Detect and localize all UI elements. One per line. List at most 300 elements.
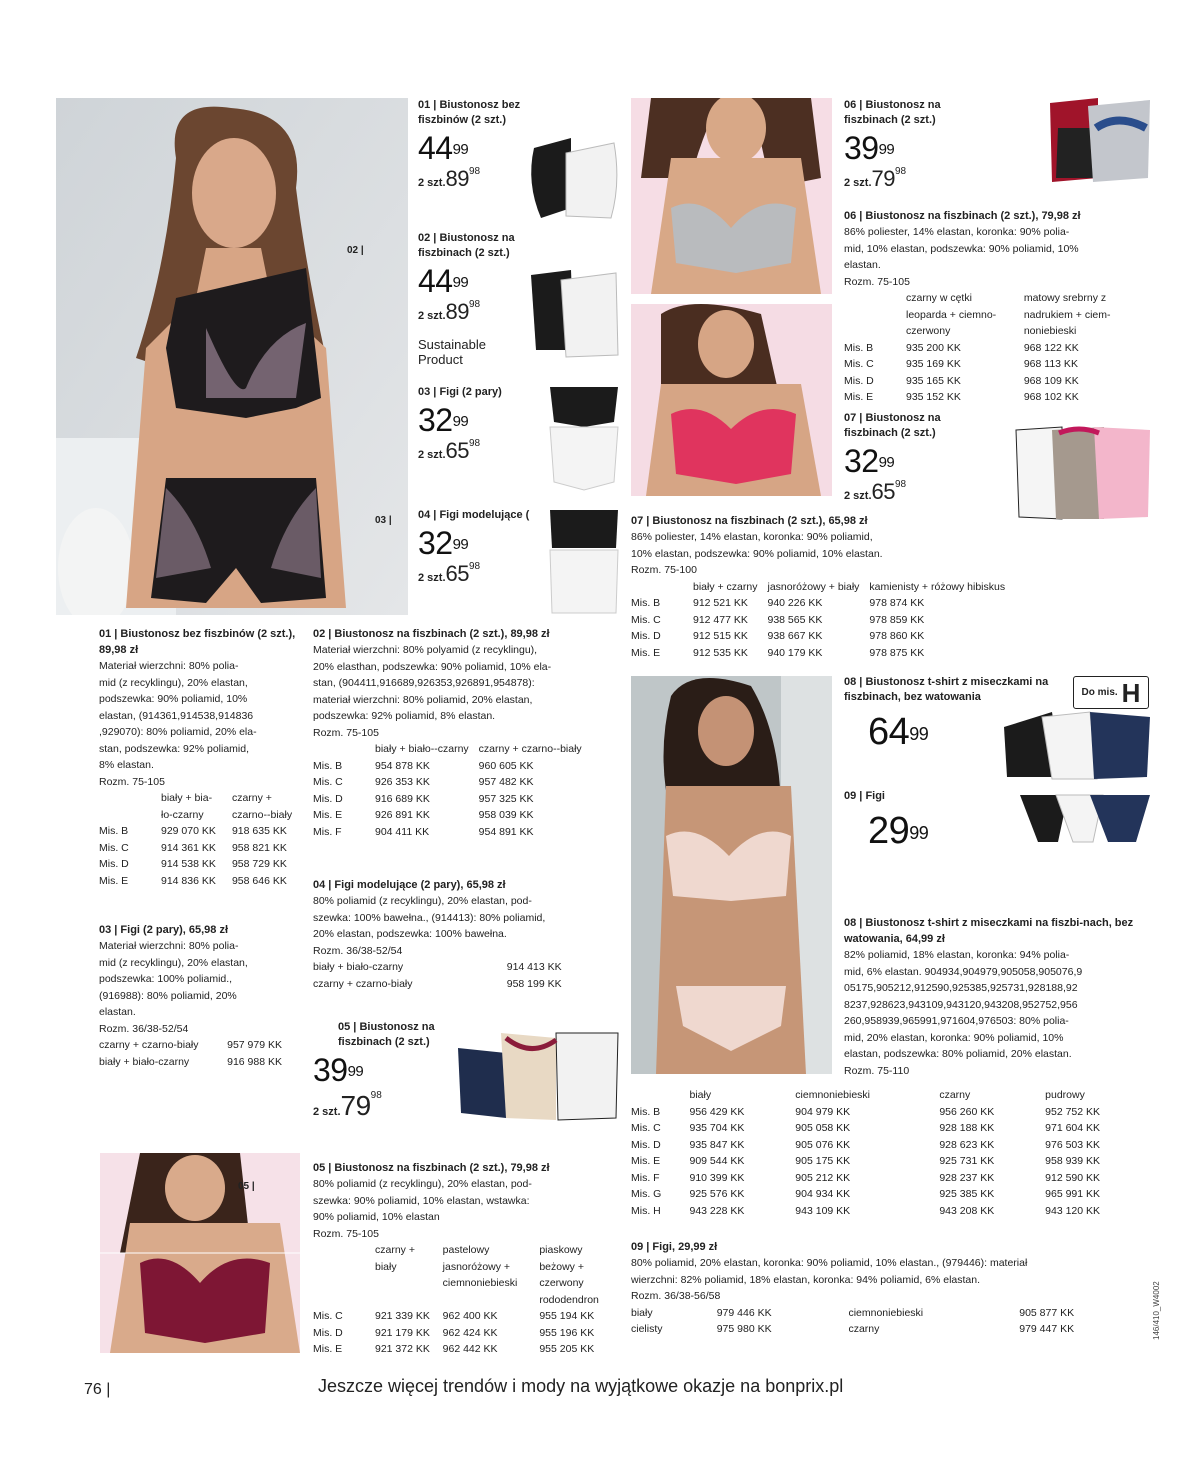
detail-line: Rozm. 36/38-52/54	[313, 944, 403, 957]
offer-price: $39^{99}$	[844, 130, 895, 166]
size-table-cell: 978 859 KK	[869, 613, 925, 626]
offer-name: Biustonosz na fiszbinach (2 szt.)	[844, 99, 941, 126]
offer-number: 08 |	[844, 676, 863, 688]
offer-multi-price: 2 $szt.65^{98}$	[418, 438, 481, 463]
detail-title: 03 | Figi (2 pary), 65,98 zł	[99, 924, 229, 936]
size-table-cell: 905 058 KK	[795, 1122, 851, 1134]
size-table	[313, 1242, 623, 1358]
detail-line: elastan.	[99, 1006, 136, 1018]
size-table-row	[99, 856, 304, 873]
detail-line: mid, 20% elastan, koronka: 90% poliamid, 10%	[844, 1031, 1064, 1044]
offer-name: Biustonosz na fiszbinach (2 szt.)	[338, 1021, 435, 1048]
size-table-cell: Mis. B	[631, 597, 661, 609]
offer-name: Biustonosz na fiszbinach (2 szt.)	[844, 412, 941, 439]
page-number: 76 |	[84, 1381, 111, 1398]
size-table-row	[631, 1120, 1151, 1137]
detail-line: szewka: 90% poliamid, 10% elastan, wstawka:	[313, 1194, 530, 1207]
size-table-row	[631, 1305, 1151, 1322]
size-table-cell: 910 399 KK	[689, 1171, 745, 1184]
size-table-cell: 943 109 KK	[795, 1204, 851, 1217]
size-table	[313, 741, 592, 840]
size-table-cell: 958 821 KK	[231, 841, 287, 854]
size-table-cell: 943 228 KK	[689, 1204, 745, 1217]
offer-price: $32^{99}$	[844, 443, 895, 479]
size-table-cell: Mis. D	[844, 374, 874, 387]
detail-line: mid (z recyklingu), 20% elastan,	[99, 956, 248, 969]
offer-price: $32^{99}$	[418, 402, 469, 438]
detail-line: Rozm. 75-105	[99, 775, 165, 788]
size-table-cell: Mis. E	[844, 391, 874, 403]
offer-number: 04 |	[418, 509, 437, 521]
size-table-cell: 928 237 KK	[939, 1171, 995, 1184]
size-table-cell: cielisty	[631, 1323, 663, 1335]
size-table-header-cell	[313, 1242, 375, 1308]
size-table-cell: Mis. E	[631, 646, 661, 659]
size-table-cell: 978 874 KK	[869, 597, 925, 609]
offer-06	[844, 98, 994, 192]
product-thumb-07	[1014, 425, 1152, 521]
offer-price: $44^{99}$	[418, 263, 469, 299]
offer-09	[844, 789, 994, 850]
detail-line: 80% poliamid (z recyklingu), 20% elastan, pod-	[313, 1178, 532, 1190]
size-table-row	[99, 823, 304, 840]
size-table-cell: 926 353 KK	[375, 776, 430, 788]
size-table-cell: 958 199 KK	[506, 977, 562, 990]
size-table-cell: 921 179 KK	[375, 1326, 430, 1339]
size-table-cell: 978 875 KK	[869, 646, 925, 659]
size-table-cell: Mis. B	[631, 1105, 661, 1118]
offer-multi-price: 2 $szt.79^{98}$	[313, 1090, 382, 1121]
size-table-header-cell	[313, 741, 375, 758]
size-table-cell: 935 847 KK	[689, 1138, 745, 1151]
details-01	[99, 626, 304, 889]
detail-title: 02 | Biustonosz na fiszbinach (2 szt.), 89,98 zł	[313, 628, 550, 640]
detail-line: 20% elastan, podszewka: 100% bawełna.	[313, 928, 507, 940]
size-table-cell: 929 070 KK	[161, 825, 216, 837]
detail-line: stan, (904411,916689,926353,926891,954878):	[313, 677, 535, 689]
size-table-cell: 940 179 KK	[767, 646, 823, 659]
offer-02	[418, 231, 528, 367]
size-table	[99, 1037, 304, 1070]
size-table-cell: 958 939 KK	[1045, 1155, 1101, 1167]
detail-line: Rozm. 75-100	[631, 564, 697, 576]
size-table-row	[313, 976, 623, 993]
size-table-cell: 956 429 KK	[689, 1105, 745, 1118]
size-table-cell: 943 208 KK	[939, 1204, 995, 1217]
size-table-cell: Mis. E	[313, 1343, 343, 1355]
size-table-cell: 962 442 KK	[442, 1343, 498, 1355]
size-table-header-cell: kamienisty + różowy hibiskus	[869, 580, 1006, 593]
detail-line: szewka: 100% bawełna., (914413): 80% poliamid,	[313, 911, 546, 924]
size-table-cell: 905 076 KK	[795, 1138, 851, 1151]
size-table-cell: Mis. B	[313, 759, 343, 772]
size-table-cell: 905 877 KK	[1019, 1306, 1075, 1319]
size-table-cell: 935 704 KK	[689, 1122, 745, 1134]
footer-promo-text: Jeszcze więcej trendów i mody na wyjątkowe okazje na bonprix.pl	[318, 1376, 844, 1396]
details-07	[631, 513, 1151, 661]
size-table	[313, 959, 623, 992]
detail-line: 86% poliester, 14% elastan, koronka: 90% polia-	[844, 226, 1070, 238]
size-table-header-cell	[99, 790, 161, 823]
offer-05	[313, 1020, 453, 1122]
offer-number: 03 |	[418, 386, 437, 398]
size-table-cell: 914 538 KK	[161, 858, 216, 870]
offer-price: $32^{99}$	[418, 525, 469, 561]
offer-number: 07 |	[844, 412, 863, 424]
detail-line: Materiał wierzchni: 80% polia-	[99, 660, 239, 672]
size-table-header-cell: czarny + biały	[375, 1244, 415, 1273]
size-table-row	[631, 1153, 1151, 1170]
size-table-cell: 912 590 KK	[1045, 1171, 1101, 1184]
product-thumb-05	[456, 1028, 621, 1123]
offer-name: Figi (2 pary)	[439, 386, 502, 398]
size-table-cell: 958 646 KK	[231, 874, 287, 887]
detail-line: 8237,928623,943109,943120,943208,952752,956	[844, 998, 1078, 1011]
offer-number: 06 |	[844, 99, 863, 111]
size-table-header	[631, 579, 1015, 596]
size-table-cell: 921 372 KK	[375, 1343, 430, 1355]
size-table-cell: 928 188 KK	[939, 1122, 995, 1134]
badge-letter: H	[1121, 677, 1141, 708]
size-table-row	[313, 1308, 623, 1325]
details-08-table	[631, 1087, 1151, 1219]
detail-line: Rozm. 36/38-56/58	[631, 1290, 721, 1302]
model-photo-01-03	[56, 98, 408, 615]
detail-line: 10% elastan, podszewka: 90% poliamid, 10% elastan.	[631, 547, 883, 560]
size-table-cell: 914 361 KK	[161, 841, 216, 854]
size-table-header-cell: jasnoróżowy + biały	[767, 580, 860, 593]
sustainable-label: Sustainable Product	[418, 337, 486, 367]
size-table-header-cell: czarny w cętki leoparda + ciemno-czerwony	[906, 292, 997, 337]
size-table-header	[313, 741, 592, 758]
size-table	[844, 290, 1149, 406]
size-table-cell: Mis. F	[313, 825, 342, 838]
size-table-row	[844, 389, 1149, 406]
size-table-cell: Mis. E	[313, 809, 343, 821]
detail-line: 8% elastan.	[99, 759, 154, 771]
product-thumb-02	[526, 265, 621, 360]
size-table-header-cell: piaskowy beżowy + czerwony rododendron	[539, 1244, 599, 1306]
size-table-row	[631, 612, 1015, 629]
model-photo-07	[631, 304, 832, 496]
size-table-header-cell: czarny	[939, 1089, 971, 1101]
size-table-cell: Mis. E	[631, 1155, 661, 1167]
size-table-cell: 958 729 KK	[231, 858, 287, 870]
detail-line: Rozm. 75-105	[313, 1227, 379, 1240]
size-table-cell: czarny + czarno-biały	[313, 977, 413, 990]
detail-line: materiał wierzchni: 80% poliamid, 20% elastan,	[313, 693, 533, 706]
size-table-cell: 916 988 KK	[227, 1055, 283, 1068]
offer-08	[844, 675, 1054, 751]
size-table-cell: 904 979 KK	[795, 1105, 851, 1118]
size-table-header-cell: biały + czarny	[693, 580, 758, 593]
detail-title: 08 | Biustonosz t-shirt z miseczkami na fiszbi-nach, bez watowania, 64,99 zł	[844, 917, 1134, 945]
size-table-header-cell: czarny + czarno--biały	[478, 743, 582, 755]
size-table-cell: Mis. C	[313, 776, 343, 788]
detail-title: 06 | Biustonosz na fiszbinach (2 szt.), 79,98 zł	[844, 210, 1081, 222]
offer-number: 01 |	[418, 99, 437, 111]
size-table-row	[631, 1321, 1151, 1338]
size-table-header-cell: pudrowy	[1045, 1089, 1085, 1101]
size-table	[99, 790, 304, 889]
size-table-cell: Mis. C	[844, 358, 874, 370]
size-table-cell: Mis. G	[631, 1188, 662, 1200]
size-table-cell: Mis. D	[631, 1138, 661, 1151]
size-table-row	[631, 1203, 1151, 1220]
detail-line: 260,958939,965991,971604,976503: 80% polia-	[844, 1015, 1069, 1027]
detail-title: 07 | Biustonosz na fiszbinach (2 szt.), 65,98 zł	[631, 515, 868, 527]
size-table-cell: Mis. B	[844, 341, 874, 354]
offer-name: Figi	[865, 790, 885, 802]
size-table-header-cell: matowy srebrny z nadrukiem + ciem-noniebieski	[1023, 292, 1111, 337]
size-table-cell: 938 565 KK	[767, 613, 823, 626]
size-table-header	[844, 290, 1149, 340]
size-table-row	[844, 340, 1149, 357]
size-table-header	[313, 1242, 623, 1308]
offer-price: $39^{99}$	[313, 1052, 364, 1088]
size-table-cell: 912 521 KK	[693, 597, 748, 609]
size-table-row	[99, 1054, 304, 1071]
size-table-cell: 912 515 KK	[693, 630, 748, 642]
size-table-cell: 968 113 KK	[1023, 358, 1078, 370]
size-table-row	[844, 373, 1149, 390]
size-table-cell: czarny + czarno-biały	[99, 1039, 199, 1051]
size-table-cell: 957 482 KK	[478, 776, 534, 788]
product-thumb-09	[1018, 790, 1152, 845]
size-table-cell: 905 212 KK	[795, 1171, 851, 1184]
size-table-cell: Mis. C	[631, 613, 661, 626]
offer-multi-price: 2 $szt.65^{98}$	[844, 479, 907, 504]
size-table-cell: 904 934 KK	[795, 1188, 851, 1200]
size-table-cell: Mis. E	[99, 874, 129, 887]
size-table-cell: 938 667 KK	[767, 630, 823, 642]
offer-multi-price: 2 $szt.89^{98}$	[418, 299, 481, 324]
size-table-cell: 968 109 KK	[1023, 374, 1079, 387]
size-table-cell: 935 152 KK	[906, 391, 961, 403]
size-table-cell: 962 424 KK	[442, 1326, 498, 1339]
details-08	[844, 915, 1149, 1079]
detail-line: Rozm. 36/38-52/54	[99, 1022, 189, 1035]
detail-title: 05 | Biustonosz na fiszbinach (2 szt.), 79,98 zł	[313, 1162, 550, 1174]
size-table-cell: 979 447 KK	[1019, 1323, 1075, 1335]
size-table-cell: 912 477 KK	[693, 613, 748, 626]
size-table-cell: 914 413 KK	[506, 961, 562, 973]
photo-label-02: 02 |	[347, 245, 364, 256]
size-table-cell: biały + biało-czarny	[99, 1055, 190, 1068]
size-table-cell: 914 836 KK	[161, 874, 216, 887]
size-table-cell: Mis. H	[631, 1204, 661, 1217]
size-table-cell: Mis. D	[313, 792, 343, 805]
size-table-cell: 978 860 KK	[869, 630, 925, 642]
size-table-row	[99, 1037, 304, 1054]
size-table	[631, 579, 1015, 662]
detail-line: mid, 10% elastan, podszewka: 90% poliamid, 10%	[844, 242, 1079, 255]
side-code: 146/410_W4002	[1152, 1281, 1161, 1340]
offer-price: $64^{99}$	[868, 711, 929, 753]
size-table-cell: 958 039 KK	[478, 809, 534, 821]
offer-name: Biustonosz na fiszbinach (2 szt.)	[418, 232, 515, 259]
size-table-header-cell	[631, 579, 693, 596]
size-table-row	[313, 824, 592, 841]
size-table-cell: 926 891 KK	[375, 809, 430, 821]
details-09	[631, 1239, 1151, 1338]
size-table-row	[313, 959, 623, 976]
product-thumb-03	[548, 382, 620, 492]
size-table-cell: Mis. D	[99, 858, 129, 870]
size-table-cell: czarny	[848, 1323, 880, 1335]
size-table-cell: 935 169 KK	[906, 358, 961, 370]
detail-line: Materiał wierzchni: 80% polia-	[99, 940, 239, 952]
size-table-cell: 956 260 KK	[939, 1105, 995, 1118]
size-table-row	[631, 1137, 1151, 1154]
detail-line: mid (z recyklingu), 20% elastan,	[99, 676, 248, 689]
size-table-cell: 968 102 KK	[1023, 391, 1079, 403]
offer-multi-price: 2 $szt.65^{98}$	[418, 561, 481, 586]
cup-size-badge	[1073, 676, 1149, 709]
detail-line: Rozm. 75-105	[313, 726, 379, 739]
detail-title: 04 | Figi modelujące (2 pary), 65,98 zł	[313, 879, 506, 891]
size-table-cell: 935 165 KK	[906, 374, 961, 387]
size-table-header-cell	[844, 290, 906, 340]
detail-line: elastan, (914361,914538,914836	[99, 709, 254, 722]
offer-name: Biustonosz t-shirt z miseczkami na fiszbinach, bez watowania	[844, 676, 1049, 703]
size-table-cell: 916 689 KK	[375, 792, 430, 805]
detail-line: stan, podszewka: 92% poliamid,	[99, 742, 249, 755]
size-table-cell: 925 385 KK	[939, 1188, 995, 1200]
size-table-cell: 965 991 KK	[1045, 1188, 1101, 1200]
photo-label-05: 05 |	[238, 1181, 255, 1192]
size-table-row	[631, 628, 1015, 645]
size-table-row	[631, 1186, 1151, 1203]
size-table-cell: Mis. C	[313, 1310, 343, 1322]
offer-price: $44^{99}$	[418, 130, 469, 166]
size-table-row	[631, 595, 1015, 612]
size-table-row	[631, 1170, 1151, 1187]
details-03	[99, 922, 304, 1070]
size-table-cell: Mis. F	[631, 1171, 660, 1184]
size-table-cell: 925 731 KK	[939, 1155, 995, 1167]
size-table	[631, 1305, 1151, 1338]
offer-04	[418, 508, 553, 587]
size-table-row	[313, 1341, 623, 1358]
size-table-cell: 962 400 KK	[442, 1310, 498, 1322]
detail-line: podszewka: 100% poliamid.,	[99, 973, 233, 985]
size-table-cell: 971 604 KK	[1045, 1122, 1101, 1134]
size-table-cell: 935 200 KK	[906, 341, 961, 354]
offer-03	[418, 385, 548, 464]
size-table	[631, 1087, 1151, 1219]
detail-line: 80% poliamid, 20% elastan, koronka: 90% poliamid, 10% elastan., (979446): materiał	[631, 1257, 1028, 1269]
detail-line: mid, 6% elastan. 904934,904979,905058,905076,9	[844, 965, 1083, 978]
detail-line: (916988): 80% poliamid, 20%	[99, 989, 237, 1002]
size-table-header	[631, 1087, 1151, 1104]
size-table-cell: Mis. C	[99, 841, 129, 854]
detail-line: podszewka: 92% poliamid, 8% elastan.	[313, 710, 496, 722]
size-table-cell: 954 891 KK	[478, 825, 534, 838]
size-table-header-cell: czarny + czarno--biały	[231, 792, 293, 821]
size-table-row	[313, 791, 592, 808]
detail-line: podszewka: 90% poliamid, 10%	[99, 693, 248, 705]
size-table-cell: 957 979 KK	[227, 1039, 283, 1051]
detail-line: 82% poliamid, 18% elastan, koronka: 94% polia-	[844, 949, 1070, 961]
details-06	[844, 208, 1149, 406]
size-table-row	[313, 758, 592, 775]
offer-07	[844, 411, 994, 505]
size-table-cell: biały + biało-czarny	[313, 961, 404, 973]
size-table-cell: 940 226 KK	[767, 597, 823, 609]
detail-line: 05175,905212,912590,925385,925731,928188,92	[844, 982, 1078, 994]
size-table-row	[631, 1104, 1151, 1121]
detail-line: 20% elasthan, podszewka: 90% poliamid, 10% ela-	[313, 660, 552, 673]
detail-line: 86% poliester, 14% elastan, koronka: 90% poliamid,	[631, 531, 873, 543]
size-table-cell: Mis. B	[99, 825, 129, 837]
offer-number: 02 |	[418, 232, 437, 244]
size-table-row	[99, 873, 304, 890]
details-02	[313, 626, 623, 840]
size-table-cell: 955 205 KK	[539, 1343, 595, 1355]
size-table-cell: Mis. C	[631, 1122, 661, 1134]
detail-line: wierzchni: 82% poliamid, 18% elastan, koronka: 94% poliamid, 6% elastan.	[631, 1273, 981, 1286]
details-05	[313, 1160, 623, 1358]
size-table-cell: 905 175 KK	[795, 1155, 851, 1167]
details-04	[313, 877, 623, 992]
detail-line: ,929070): 80% poliamid, 20% ela-	[99, 726, 257, 738]
size-table-cell: 955 194 KK	[539, 1310, 595, 1322]
size-table-row	[313, 774, 592, 791]
size-table-cell: 952 752 KK	[1045, 1105, 1101, 1118]
size-table-cell: ciemnoniebieski	[848, 1306, 924, 1319]
size-table-row	[631, 645, 1015, 662]
size-table-cell: 957 325 KK	[478, 792, 534, 805]
offer-name: Figi modelujące (	[439, 509, 530, 521]
size-table-cell: 925 576 KK	[689, 1188, 745, 1200]
detail-line: elastan, podszewka: 80% poliamid, 20% elastan.	[844, 1048, 1072, 1060]
size-table-cell: biały	[631, 1306, 653, 1319]
size-table-header-cell: biały + biało--czarny	[375, 743, 469, 755]
size-table-cell: 979 446 KK	[716, 1306, 772, 1319]
size-table-cell: Mis. D	[631, 630, 661, 642]
size-table-header	[99, 790, 304, 823]
size-table-cell: 904 411 KK	[375, 825, 430, 838]
detail-title: 01 | Biustonosz bez fiszbinów (2 szt.), 89,98 zł	[99, 628, 296, 656]
detail-line: 80% poliamid (z recyklingu), 20% elastan, pod-	[313, 895, 532, 907]
size-table-cell: 976 503 KK	[1045, 1138, 1101, 1151]
offer-01	[418, 98, 558, 192]
model-photo-05	[100, 1153, 300, 1353]
size-table-cell: 968 122 KK	[1023, 341, 1079, 354]
offer-price: $29^{99}$	[868, 810, 929, 852]
model-photo-06	[631, 98, 832, 294]
size-table-cell: 921 339 KK	[375, 1310, 430, 1322]
size-table-header-cell	[631, 1087, 689, 1104]
offer-multi-price: 2 $szt.89^{98}$	[418, 166, 481, 191]
size-table-cell: 909 544 KK	[689, 1155, 745, 1167]
product-thumb-06	[1048, 98, 1152, 182]
detail-line: Rozm. 75-110	[844, 1064, 910, 1077]
size-table-row	[844, 356, 1149, 373]
size-table-row	[99, 840, 304, 857]
size-table-header-cell: pastelowy jasnoróżowy + ciemnoniebieski	[442, 1244, 518, 1289]
size-table-cell: 954 878 KK	[375, 759, 430, 772]
size-table-header-cell: ciemnoniebieski	[795, 1089, 871, 1101]
model-photo-08	[631, 676, 832, 1074]
offer-name: Biustonosz bez fiszbinów (2 szt.)	[418, 99, 521, 126]
size-table-cell: 975 980 KK	[716, 1323, 772, 1335]
offer-number: 09 |	[844, 790, 863, 802]
detail-line: 90% poliamid, 10% elastan	[313, 1211, 440, 1223]
detail-title: 09 | Figi, 29,99 zł	[631, 1241, 718, 1253]
detail-line: Materiał wierzchni: 80% polyamid (z recyklingu),	[313, 644, 538, 656]
